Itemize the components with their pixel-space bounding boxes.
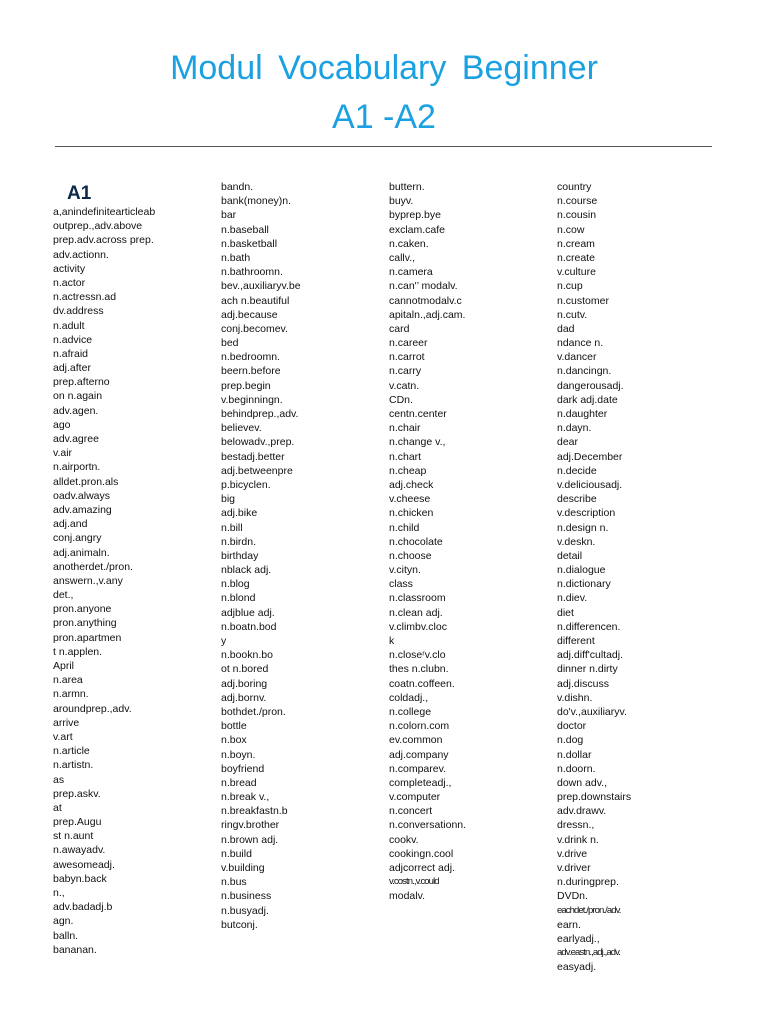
vocab-entry: DVDn. xyxy=(557,890,588,903)
vocab-entry: n.article xyxy=(53,745,90,758)
vocab-entry: n.actressn.ad xyxy=(53,291,117,304)
vocab-column-3 xyxy=(389,180,544,904)
vocab-entry: completeadj., xyxy=(389,776,452,789)
vocab-entry: class xyxy=(389,578,413,591)
vocab-entry: callv., xyxy=(389,251,416,264)
vocab-entry: v.drink n. xyxy=(557,833,599,846)
vocab-entry: adj.December xyxy=(557,450,623,463)
vocab-entry: k xyxy=(389,635,395,647)
vocab-entry: adj.after xyxy=(53,362,91,375)
vocab-entry: ago xyxy=(53,418,71,431)
vocab-entry: n.advice xyxy=(53,333,93,346)
vocab-entry: beern.before xyxy=(221,365,281,378)
vocab-entry: n.can'’ modalv. xyxy=(389,280,458,293)
vocab-entry: n.dayn. xyxy=(557,422,592,435)
vocab-entry: n.design n. xyxy=(557,521,609,534)
vocab-entry: n.cousin xyxy=(557,209,597,222)
vocab-entry: bed xyxy=(221,337,239,350)
vocab-entry: v.building xyxy=(221,862,265,874)
vocab-entry: n.chart xyxy=(389,450,422,463)
vocab-entry: describe xyxy=(557,493,597,506)
vocab-entry: adj.discuss xyxy=(557,677,609,690)
vocab-entry: outprep.,adv.above xyxy=(53,220,143,233)
vocab-entry: n.business xyxy=(221,890,272,903)
vocab-entry: adj.bike xyxy=(221,507,258,520)
vocab-entry: n.bookn.bo xyxy=(221,649,273,662)
vocab-entry: n.cutv. xyxy=(557,308,588,321)
vocab-entry: n.conversationn. xyxy=(389,819,467,832)
vocab-entry: v.description xyxy=(557,507,616,520)
vocab-entry: n.choose xyxy=(389,549,432,562)
vocab-entry: n.colorn.com xyxy=(389,720,450,733)
vocab-column-4 xyxy=(557,180,712,975)
vocab-entry: dear xyxy=(557,436,579,449)
vocab-entry: oadv.always xyxy=(53,489,111,502)
vocab-entry: v.climbv.cloc xyxy=(389,620,447,633)
vocab-entry: n.bedroomn. xyxy=(221,351,280,364)
vocab-entry: earn. xyxy=(557,918,581,931)
vocab-entry: prep.begin xyxy=(221,379,271,392)
vocab-entry: different xyxy=(557,635,595,647)
vocab-entry: n.career xyxy=(389,337,428,350)
vocab-entry: easyadj. xyxy=(557,961,597,974)
vocab-entry: n.dollar xyxy=(557,748,592,761)
vocab-entry: n.cow xyxy=(557,223,585,236)
vocab-entry: earlyadj., xyxy=(557,932,600,945)
vocab-entry: adjcorrect adj. xyxy=(389,862,455,874)
vocab-entry: n.actor xyxy=(53,276,86,289)
vocab-entry: adv.eastn.,adj.,adv. xyxy=(557,947,620,959)
vocab-entry: n.bathroomn. xyxy=(221,266,283,279)
vocab-entry: v.driver xyxy=(557,862,591,874)
vocab-entry: aroundprep.,adv. xyxy=(53,702,132,715)
vocab-entry: dark adj.date xyxy=(557,393,618,406)
vocab-entry: ringv.brother xyxy=(221,819,280,832)
vocab-entry: n.cheap xyxy=(389,464,427,477)
vocab-entry: answern.,v.any xyxy=(53,574,123,587)
vocab-entry: n.dog xyxy=(557,734,584,747)
vocab-entry: n.cream xyxy=(557,237,595,250)
vocab-entry: birthday xyxy=(221,549,259,562)
vocab-entry: n.cup xyxy=(557,280,583,293)
vocab-entry: dangerousadj. xyxy=(557,379,624,392)
vocab-entry: modalv. xyxy=(389,890,425,903)
vocab-entry: v.art xyxy=(53,730,73,743)
vocab-entry: detail xyxy=(557,549,583,562)
vocab-entry: n.bus xyxy=(221,876,247,889)
vocab-entry: pron.anyone xyxy=(53,603,112,616)
vocab-entry: byprep.bye xyxy=(389,209,441,222)
level-label: A1 xyxy=(67,183,92,204)
vocab-entry: st n.aunt xyxy=(53,830,94,843)
vocab-entry: alldet.pron.als xyxy=(53,475,119,488)
vocab-entry: n.bill xyxy=(221,521,243,534)
vocab-entry: adj.boring xyxy=(221,677,268,690)
vocab-entry: down adv., xyxy=(557,776,608,789)
divider xyxy=(55,146,712,147)
vocab-entry: n.dancingn. xyxy=(557,365,612,378)
vocab-entry: n.change v., xyxy=(389,436,446,449)
vocab-entry: v.air xyxy=(53,447,73,460)
vocab-entry: big xyxy=(221,493,236,506)
vocab-entry: cannotmodalv.c xyxy=(389,294,462,307)
vocab-entry: CDn. xyxy=(389,393,413,406)
vocab-entry: do'v.,auxiliaryv. xyxy=(557,705,627,718)
vocab-entry: adv.drawv. xyxy=(557,805,607,818)
vocab-entry: buttern. xyxy=(389,181,425,193)
vocab-entry: adj.and xyxy=(53,518,88,531)
vocab-entry: on n.again xyxy=(53,390,103,403)
vocab-entry: babyn.back xyxy=(53,872,107,885)
vocab-entry: bank(money)n. xyxy=(221,195,292,208)
vocab-entry: n.duringprep. xyxy=(557,876,619,889)
vocab-entry: card xyxy=(389,322,410,335)
vocab-entry: apitaln.,adj.cam. xyxy=(389,308,466,321)
vocab-entry: adv.agen. xyxy=(53,404,99,417)
vocab-entry: bothdet./pron. xyxy=(221,705,286,718)
vocab-entry: exclam.cafe xyxy=(389,223,446,236)
vocab-entry: coldadj., xyxy=(389,691,429,704)
vocab-entry: n.brown adj. xyxy=(221,833,279,846)
vocab-entry: prep.askv. xyxy=(53,787,101,800)
vocab-entry: buyv. xyxy=(389,195,414,208)
vocab-entry: n.chocolate xyxy=(389,535,443,548)
vocab-entry: a,anindefinitearticleab xyxy=(53,206,156,218)
vocab-entry: adv.actionn. xyxy=(53,248,109,261)
vocab-entry: v.beginningn. xyxy=(221,393,283,406)
vocab-entry: bev.,auxiliaryv.be xyxy=(221,280,301,293)
vocab-entry: p.bicyclen. xyxy=(221,478,271,491)
vocab-entry: bar xyxy=(221,209,237,222)
vocab-entry: n.break v., xyxy=(221,791,270,804)
vocab-column-2 xyxy=(221,180,376,932)
vocab-entry: n.afraid xyxy=(53,347,89,360)
vocab-entry: activity xyxy=(53,262,86,275)
vocab-entry: v.cityn. xyxy=(389,564,421,577)
vocab-entry: cookv. xyxy=(389,833,419,846)
vocab-entry: bottle xyxy=(221,720,247,733)
vocab-entry: n.blog xyxy=(221,578,250,591)
vocab-entry: prep.afterno xyxy=(53,376,110,389)
vocab-entry: n.build xyxy=(221,847,252,860)
vocab-entry: n.customer xyxy=(557,294,609,307)
vocab-entry: v.culture xyxy=(557,266,596,279)
vocab-entry: prep.adv.across prep. xyxy=(53,234,154,247)
vocab-entry: at xyxy=(53,801,62,814)
vocab-entry: thes n.clubn. xyxy=(389,663,449,676)
vocab-entry: n.camera xyxy=(389,266,433,279)
vocab-entry: belowadv.,prep. xyxy=(221,436,295,449)
vocab-entry: boyfriend xyxy=(221,762,265,775)
vocab-entry: pron.apartmen xyxy=(53,631,122,644)
vocab-entry: v.dancer xyxy=(557,351,597,364)
vocab-entry: ev.common xyxy=(389,734,443,747)
vocab-entry: n., xyxy=(53,887,65,899)
vocab-entry: agn. xyxy=(53,915,74,928)
vocab-entry: conj.becomev. xyxy=(221,322,288,335)
vocab-entry: v.drive xyxy=(557,847,588,860)
vocab-entry: dad xyxy=(557,322,575,335)
vocab-entry: bestadj.better xyxy=(221,450,285,463)
vocab-entry: behindprep.,adv. xyxy=(221,408,299,420)
vocab-entry: nblack adj. xyxy=(221,564,272,577)
vocab-entry: n.basketball xyxy=(221,237,278,250)
vocab-entry: n.child xyxy=(389,521,420,534)
vocab-entry: n.chicken xyxy=(389,507,434,520)
vocab-entry: n.dialogue xyxy=(557,564,606,577)
vocab-entry: n.box xyxy=(221,734,247,747)
page-subtitle: A1 -A2 xyxy=(332,98,436,136)
vocab-entry: ndance n. xyxy=(557,337,604,350)
vocab-entry: n.college xyxy=(389,705,432,718)
vocab-entry: pron.anything xyxy=(53,617,117,630)
vocab-entry: adj.bornv. xyxy=(221,691,267,704)
vocab-entry: bandn. xyxy=(221,181,254,193)
vocab-entry: dressn., xyxy=(557,819,595,832)
vocab-entry: adv.amazing xyxy=(53,503,112,516)
vocab-entry: n.baseball xyxy=(221,223,269,236)
vocab-entry: n.classroom xyxy=(389,592,446,605)
vocab-entry: adv.badadj.b xyxy=(53,901,113,914)
vocab-entry: as xyxy=(53,773,65,786)
vocab-entry: butconj. xyxy=(221,918,258,931)
vocab-entry: n.differencen. xyxy=(557,620,621,633)
vocab-entry: country xyxy=(557,181,592,193)
vocab-entry: n.boatn.bod xyxy=(221,620,277,633)
vocab-entry: n.doorn. xyxy=(557,762,596,775)
vocab-column-1 xyxy=(53,183,208,957)
vocab-entry: n.airportn. xyxy=(53,461,101,474)
vocab-entry: balln. xyxy=(53,929,79,942)
vocab-entry: bananan. xyxy=(53,943,97,956)
vocab-entry: diet xyxy=(557,606,574,619)
vocab-entry: v.deliciousadj. xyxy=(557,478,623,491)
vocab-entry: n.decide xyxy=(557,464,597,477)
vocab-entry: prep.downstairs xyxy=(557,791,632,804)
vocab-entry: adj.company xyxy=(389,748,449,761)
vocab-entry: centn.center xyxy=(389,408,447,420)
vocab-entry: n.daughter xyxy=(557,408,608,420)
vocab-entry: ot n.bored xyxy=(221,663,269,676)
vocab-entry: dv.address xyxy=(53,305,104,318)
vocab-entry: n.course xyxy=(557,195,598,208)
vocab-entry: n.carry xyxy=(389,365,422,378)
vocab-entry: n.blond xyxy=(221,592,256,605)
vocab-entry: v.computer xyxy=(389,791,441,804)
vocab-entry: n.closeʳv.clo xyxy=(389,649,446,662)
vocab-entry: n.create xyxy=(557,251,595,264)
vocab-entry: dinner n.dirty xyxy=(557,663,618,676)
vocab-entry: n.comparev. xyxy=(389,762,446,775)
vocab-entry: April xyxy=(53,660,75,672)
vocab-entry: n.armn. xyxy=(53,688,89,701)
vocab-entry: n.breakfastn.b xyxy=(221,805,288,818)
vocab-entry: conj.angry xyxy=(53,532,102,545)
vocab-entry: n.busyadj. xyxy=(221,904,269,917)
vocab-entry: awesomeadj. xyxy=(53,858,115,871)
vocab-entry: adj.check xyxy=(389,478,434,491)
vocab-entry: n.caken. xyxy=(389,237,429,250)
vocab-entry: eachdet./pron./adv. xyxy=(557,904,621,916)
vocab-entry: n.artistn. xyxy=(53,759,94,772)
vocab-entry: n.carrot xyxy=(389,351,425,364)
vocab-entry: adj.animaln. xyxy=(53,546,110,559)
vocab-entry: cookingn.cool xyxy=(389,847,454,860)
vocab-entry: v.costn.,v.could xyxy=(389,876,439,888)
vocab-entry: v.dishn. xyxy=(557,691,593,704)
vocab-entry: adj.because xyxy=(221,308,278,321)
vocab-entry: n.bread xyxy=(221,776,257,789)
vocab-entry: coatn.coffeen. xyxy=(389,677,455,690)
vocab-entry: prep.Augu xyxy=(53,816,102,829)
vocab-entry: n.clean adj. xyxy=(389,606,443,619)
vocab-entry: n.dictionary xyxy=(557,578,611,591)
vocab-entry: n.birdn. xyxy=(221,535,257,548)
vocab-entry: det., xyxy=(53,589,74,602)
vocab-entry: adj.betweenpre xyxy=(221,464,293,477)
vocab-entry: n.bath xyxy=(221,251,251,264)
vocab-entry: n.diev. xyxy=(557,592,588,605)
vocab-entry: arrive xyxy=(53,716,80,729)
vocab-entry: y xyxy=(221,635,227,647)
vocab-entry: n.adult xyxy=(53,319,85,332)
vocab-entry: anotherdet./pron. xyxy=(53,560,133,573)
vocab-entry: n.awayadv. xyxy=(53,844,106,857)
vocab-entry: adj.diff'cultadj. xyxy=(557,649,624,662)
vocab-entry: t n.applen. xyxy=(53,645,103,658)
vocab-entry: v.catn. xyxy=(389,379,420,392)
vocab-entry: adv.agree xyxy=(53,433,99,445)
vocab-entry: n.area xyxy=(53,674,83,687)
vocab-entry: v.cheese xyxy=(389,493,431,506)
vocab-entry: n.chair xyxy=(389,422,421,435)
page-title: Modul Vocabulary Beginner xyxy=(170,49,598,87)
vocab-entry: v.deskn. xyxy=(557,535,596,548)
vocab-entry: n.concert xyxy=(389,805,433,818)
vocab-entry: n.boyn. xyxy=(221,748,256,761)
vocab-entry: ach n.beautiful xyxy=(221,294,290,307)
vocab-entry: doctor xyxy=(557,720,587,733)
vocab-entry: adjblue adj. xyxy=(221,606,275,619)
vocab-entry: believev. xyxy=(221,422,262,435)
